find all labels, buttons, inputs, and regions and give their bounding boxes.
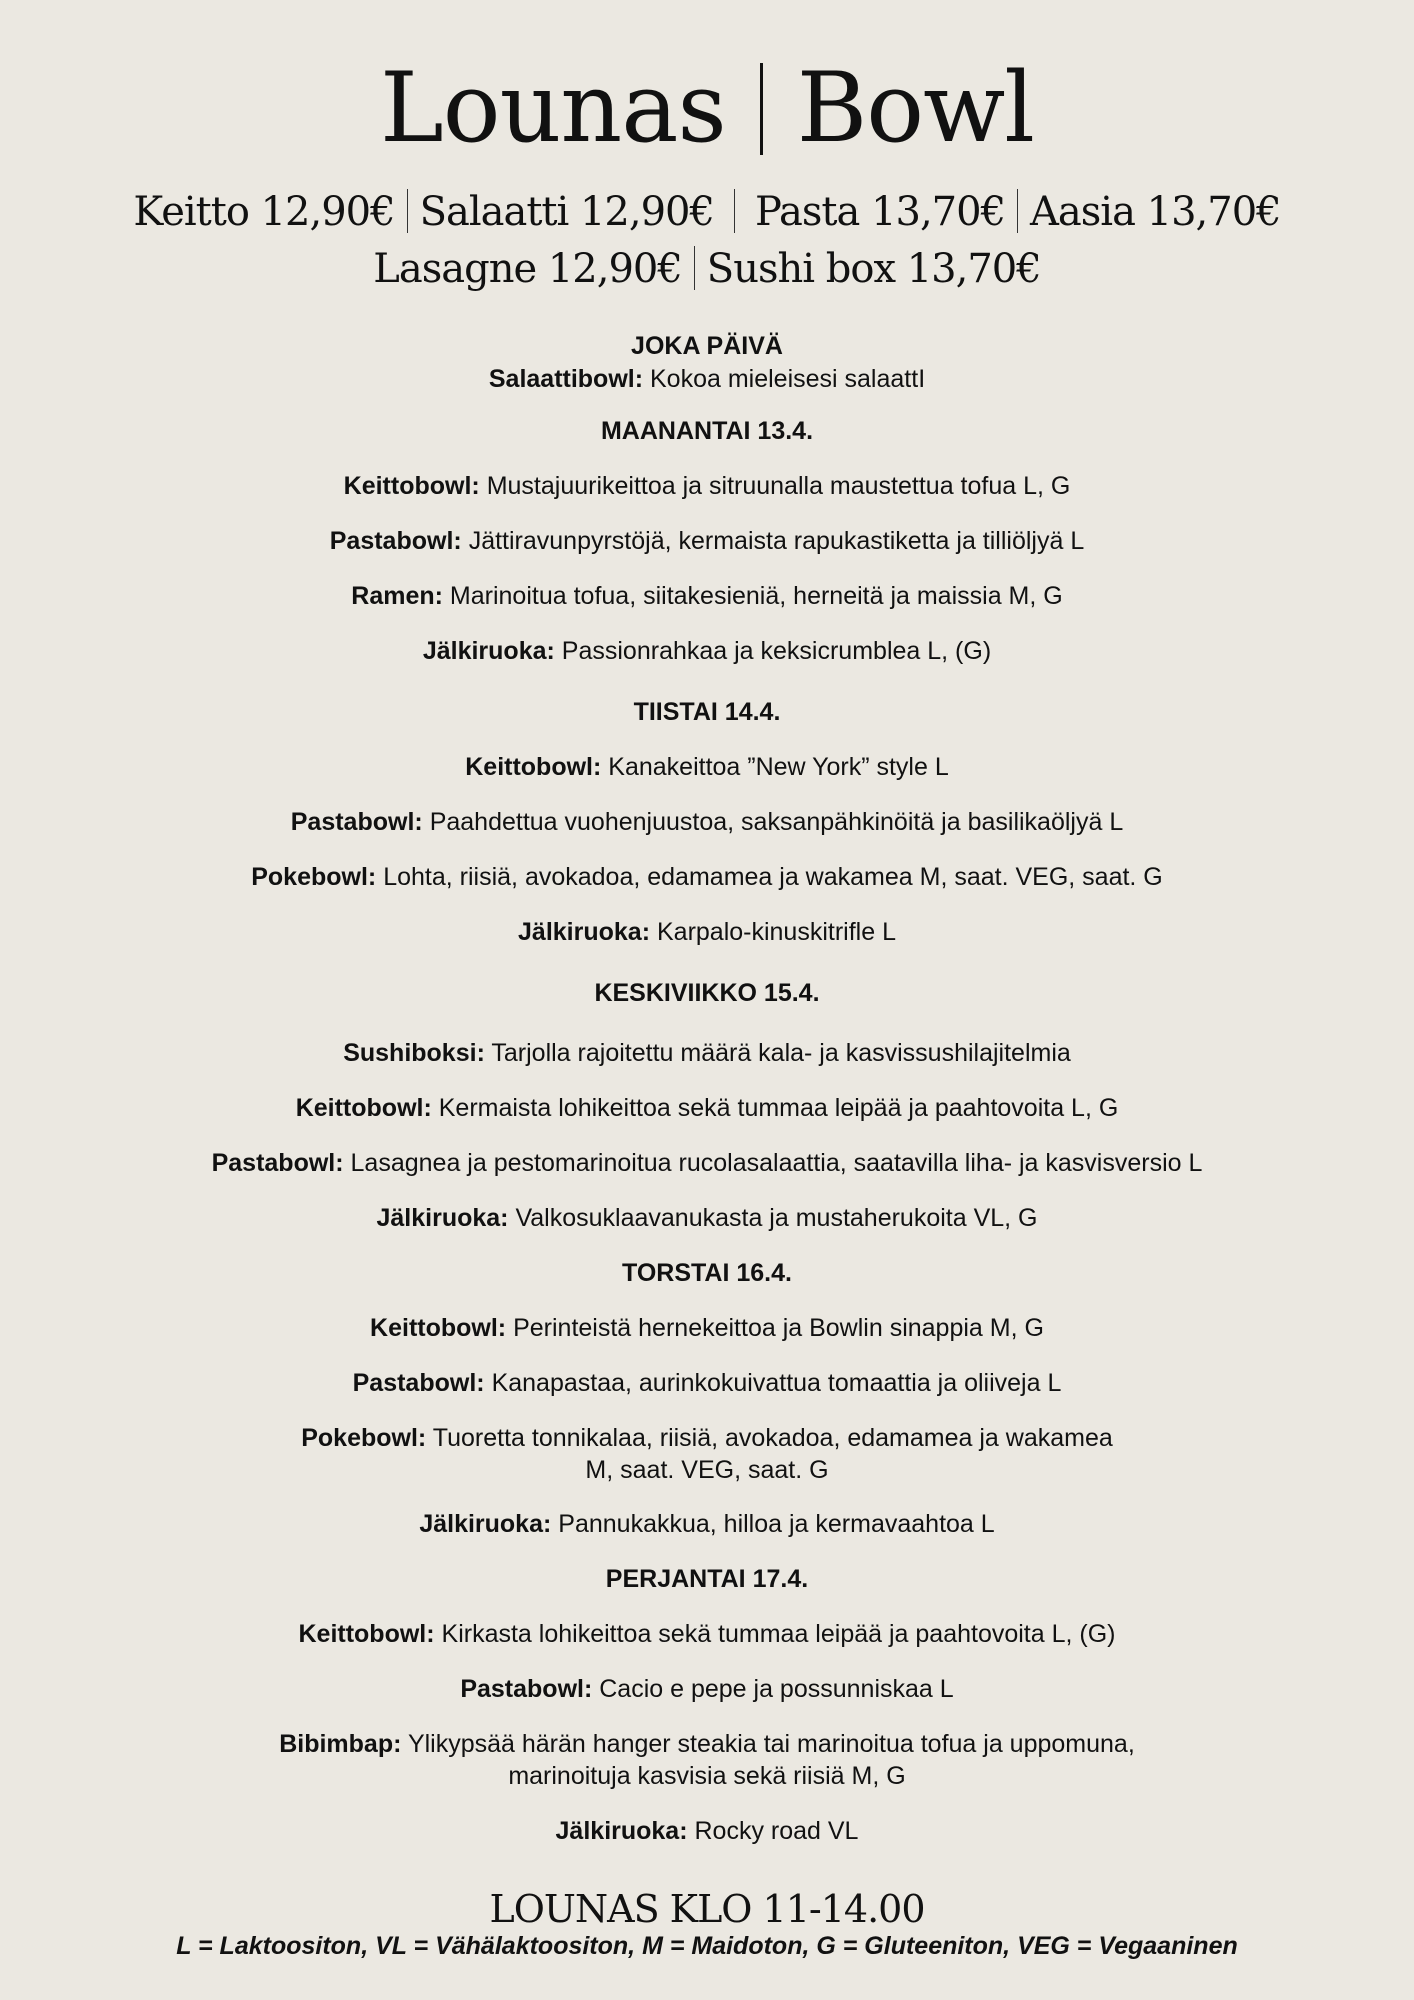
menu-item <box>0 1618 1414 1650</box>
menu-item <box>0 1673 1414 1705</box>
price-pasta: Pasta 13,70€ <box>754 189 1006 235</box>
menu-item <box>0 1815 1414 1847</box>
menu-item <box>0 525 1414 557</box>
section-heading: PERJANTAI 17.4. <box>605 1565 809 1593</box>
menu-item <box>0 363 1414 395</box>
price-keitto: Keitto 12,90€ <box>133 189 395 235</box>
item-text: Lohta, riisiä, avokadoa, edamamea ja wakamea M, saat. VEG, saat. G <box>383 863 1163 891</box>
item-label: Sushiboksi: <box>343 1039 485 1067</box>
menu-item <box>0 470 1414 502</box>
item-label: Jälkiruoka: <box>518 918 651 946</box>
item-text: Jättiravunpyrstöjä, kermaista rapukastiketta ja tilliöljyä L <box>468 527 1085 555</box>
price-aasia: Aasia 13,70€ <box>1030 189 1281 235</box>
item-label: Salaattibowl: <box>488 365 644 393</box>
item-label: Pokebowl: <box>251 863 377 891</box>
title-divider <box>760 63 763 155</box>
price-line-2 <box>0 241 1414 297</box>
diet-legend: L = Laktoositon, VL = Vähälaktoositon, M = Maidoton, G = Gluteeniton, VEG = Vegaaninen <box>176 1932 1238 1960</box>
section-heading: TIISTAI 14.4. <box>633 698 781 726</box>
title-bowl: Bowl <box>796 52 1034 164</box>
item-text: Mustajuurikeittoa ja sitruunalla maustettua tofua L, G <box>486 472 1071 500</box>
item-label: Keittobowl: <box>370 1314 507 1342</box>
item-text: Kokoa mieleisesi salaattI <box>650 365 926 393</box>
menu-item <box>0 1367 1414 1399</box>
item-text: Kirkasta lohikeittoa sekä tummaa leipää ja paahtovoita L, (G) <box>441 1620 1116 1648</box>
menu-item <box>0 916 1414 948</box>
item-label: Pastabowl: <box>329 527 462 555</box>
item-text: Perinteistä hernekeittoa ja Bowlin sinappia M, G <box>513 1314 1044 1342</box>
menu-item <box>0 861 1414 893</box>
price-sushi-box: Sushi box 13,70€ <box>706 246 1041 292</box>
item-label: Jälkiruoka: <box>376 1204 509 1232</box>
title-lounas: Lounas <box>380 52 726 164</box>
menu-item <box>0 751 1414 783</box>
price-lasagne: Lasagne 12,90€ <box>373 246 682 292</box>
menu-item-continued: marinoituja kasvisia sekä riisiä M, G <box>508 1762 906 1790</box>
item-label: Pokebowl: <box>301 1424 427 1452</box>
menu-item <box>0 1312 1414 1344</box>
section-heading: JOKA PÄIVÄ <box>631 332 783 360</box>
item-label: Keittobowl: <box>295 1094 432 1122</box>
menu-item <box>0 1728 1414 1760</box>
price-divider <box>734 189 735 233</box>
price-line-1 <box>0 184 1414 240</box>
lunch-hours: LOUNAS KLO 11-14.00 <box>489 1887 925 1931</box>
menu-item <box>0 580 1414 612</box>
item-text: Tarjolla rajoitettu määrä kala- ja kasvissushilajitelmia <box>491 1039 1071 1067</box>
item-text: Rocky road VL <box>694 1817 859 1845</box>
section-heading: TORSTAI 16.4. <box>622 1259 792 1287</box>
price-salaatti: Salaatti 12,90€ <box>419 189 714 235</box>
item-text: Lasagnea ja pestomarinoitua rucolasalaattia, saatavilla liha- ja kasvisversio L <box>350 1149 1203 1177</box>
item-label: Pastabowl: <box>290 808 423 836</box>
menu-item <box>0 1092 1414 1124</box>
item-label: Pastabowl: <box>460 1675 593 1703</box>
item-text: Karpalo-kinuskitrifle L <box>656 918 896 946</box>
menu-item-continued: M, saat. VEG, saat. G <box>585 1456 829 1484</box>
price-divider <box>694 246 695 290</box>
menu-item <box>0 1037 1414 1069</box>
menu-item <box>0 1422 1414 1454</box>
section-heading: MAANANTAI 13.4. <box>600 417 814 445</box>
menu-item <box>0 806 1414 838</box>
item-text: Paahdettua vuohenjuustoa, saksanpähkinöitä ja basilikaöljyä L <box>429 808 1124 836</box>
item-label: Ramen: <box>351 582 443 610</box>
item-text: Kanakeittoa ”New York” style L <box>608 753 949 781</box>
item-label: Jälkiruoka: <box>555 1817 688 1845</box>
menu-item <box>0 1202 1414 1234</box>
page-title <box>0 48 1414 168</box>
menu-item <box>0 1147 1414 1179</box>
item-label: Jälkiruoka: <box>422 637 555 665</box>
item-label: Bibimbap: <box>279 1730 402 1758</box>
price-divider <box>407 189 408 233</box>
item-text: Passionrahkaa ja keksicrumblea L, (G) <box>561 637 992 665</box>
price-divider <box>1017 189 1018 233</box>
menu-item <box>0 1508 1414 1540</box>
menu-item <box>0 635 1414 667</box>
item-label: Jälkiruoka: <box>419 1510 552 1538</box>
section-heading: KESKIVIIKKO 15.4. <box>594 979 820 1007</box>
item-text: Tuoretta tonnikalaa, riisiä, avokadoa, edamamea ja wakamea <box>432 1424 1113 1452</box>
item-text: Marinoitua tofua, siitakesieniä, herneitä ja maissia M, G <box>449 582 1063 610</box>
item-text: Cacio e pepe ja possunniskaa L <box>599 1675 954 1703</box>
item-text: Valkosuklaavanukasta ja mustaherukoita VL, G <box>515 1204 1038 1232</box>
item-text: Pannukakkua, hilloa ja kermavaahtoa L <box>558 1510 995 1538</box>
item-label: Keittobowl: <box>298 1620 435 1648</box>
item-label: Pastabowl: <box>211 1149 344 1177</box>
item-label: Keittobowl: <box>465 753 602 781</box>
item-text: Kanapastaa, aurinkokuivattua tomaattia ja oliiveja L <box>491 1369 1062 1397</box>
item-label: Keittobowl: <box>343 472 480 500</box>
item-text: Ylikypsää härän hanger steakia tai marinoitua tofua ja uppomuna, <box>407 1730 1135 1758</box>
item-label: Pastabowl: <box>352 1369 485 1397</box>
item-text: Kermaista lohikeittoa sekä tummaa leipää ja paahtovoita L, G <box>438 1094 1119 1122</box>
